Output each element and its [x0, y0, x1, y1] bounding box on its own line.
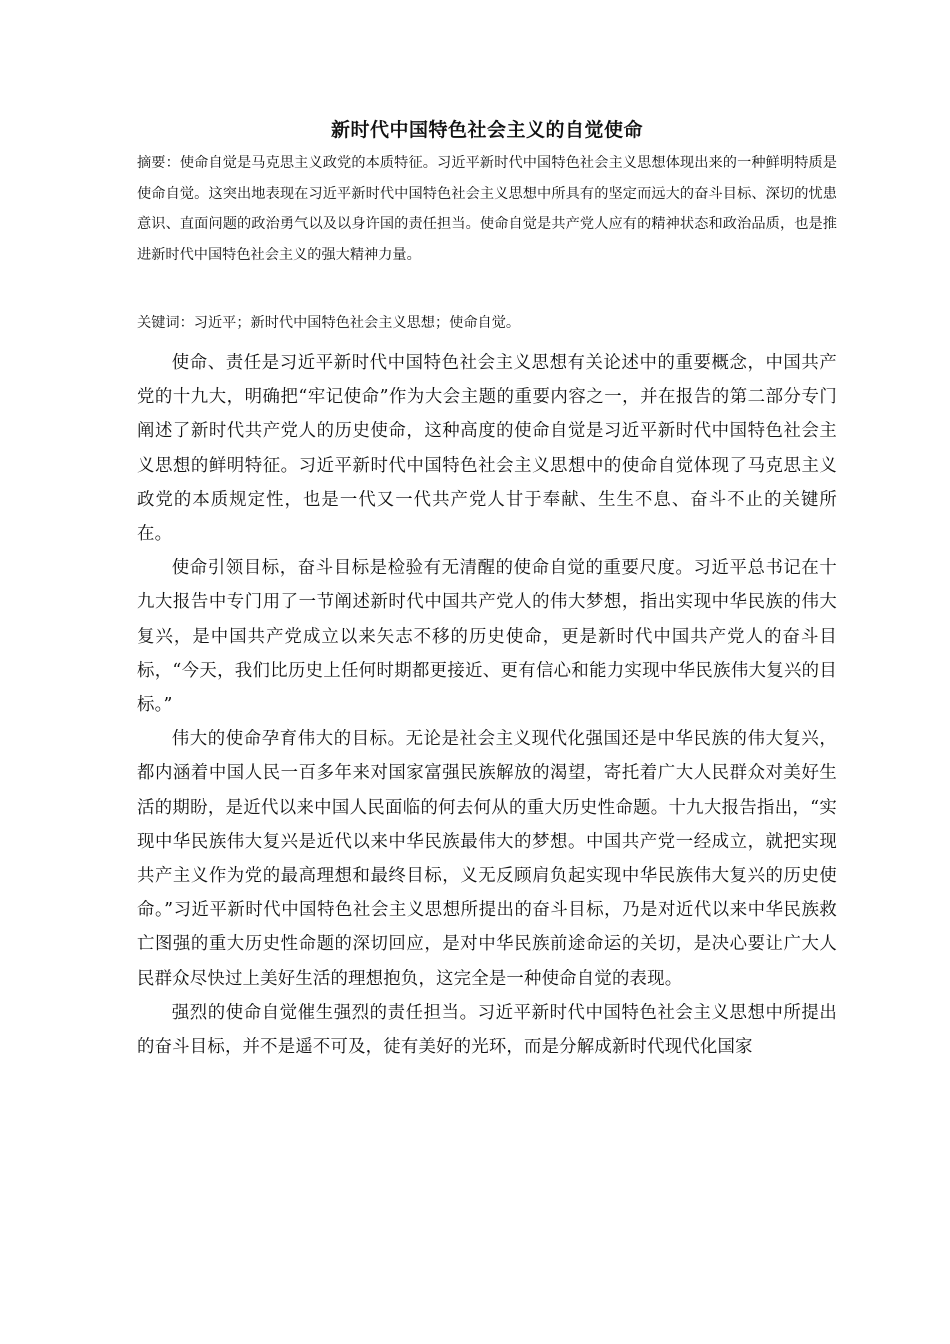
paragraph: 伟大的使命孕育伟大的目标。无论是社会主义现代化强国还是中华民族的伟大复兴，都内涵着中国人民一百多年来对国家富强民族解放的渴望，寄托着广大人民群众对美好生活的期盼，是近代以来中国人民面临的何去何从的重大历史性命题。十九大报告指出，“实现中华民族伟大复兴是近代以来中华民族最伟大的梦想。中国共产党一经成立，就把实现共产主义作为党的最高理想和最终目标，义无反顾肩负起实现中华民族伟大复兴的历史使命。”习近平新时代中国特色社会主义思想所提出的奋斗目标，乃是对近代以来中华民族救亡图强的重大历史性命题的深切回应，是对中华民族前途命运的关切，是决心要让广大人民群众尽快过上美好生活的理想抱负，这完全是一种使命自觉的表现。	[137, 729, 837, 989]
document-title: 新时代中国特色社会主义的自觉使命	[330, 119, 643, 141]
keywords: 关键词：习近平；新时代中国特色社会主义思想；使命自觉。	[137, 315, 521, 331]
paragraph: 使命引领目标，奋斗目标是检验有无清醒的使命自觉的重要尺度。习近平总书记在十九大报告中专门用了一节阐述新时代中国共产党人的伟大梦想，指出实现中华民族的伟大复兴，是中国共产党成立以来矢志不移的历史使命，更是新时代中国共产党人的奋斗目标，“今天，我们比历史上任何时期都更接近、更有信心和能力实现中华民族伟大复兴的目标。”	[137, 558, 837, 716]
abstract: 摘要：使命自觉是马克思主义政党的本质特征。习近平新时代中国特色社会主义思想体现出来的一种鲜明特质是使命自觉。这突出地表现在习近平新时代中国特色社会主义思想中所具有的坚定而远大的奋斗目标、深切的忧患意识、直面问题的政治勇气以及以身许国的责任担当。使命自觉是共产党人应有的精神状态和政治品质，也是推进新时代中国特色社会主义的强大精神力量。	[137, 155, 837, 263]
body-text	[137, 346, 837, 1064]
paragraph: 使命、责任是习近平新时代中国特色社会主义思想有关论述中的重要概念，中国共产党的十九大，明确把“牢记使命”作为大会主题的重要内容之一，并在报告的第二部分专门阐述了新时代共产党人的历史使命，这种高度的使命自觉是习近平新时代中国特色社会主义思想的鲜明特征。习近平新时代中国特色社会主义思想中的使命自觉体现了马克思主义政党的本质规定性，也是一代又一代共产党人甘于奉献、生生不息、奋斗不止的关键所在。	[137, 353, 837, 545]
paragraph: 强烈的使命自觉催生强烈的责任担当。习近平新时代中国特色社会主义思想中所提出的奋斗目标，并不是遥不可及，徒有美好的光环，而是分解成新时代现代化国家	[137, 1002, 837, 1058]
